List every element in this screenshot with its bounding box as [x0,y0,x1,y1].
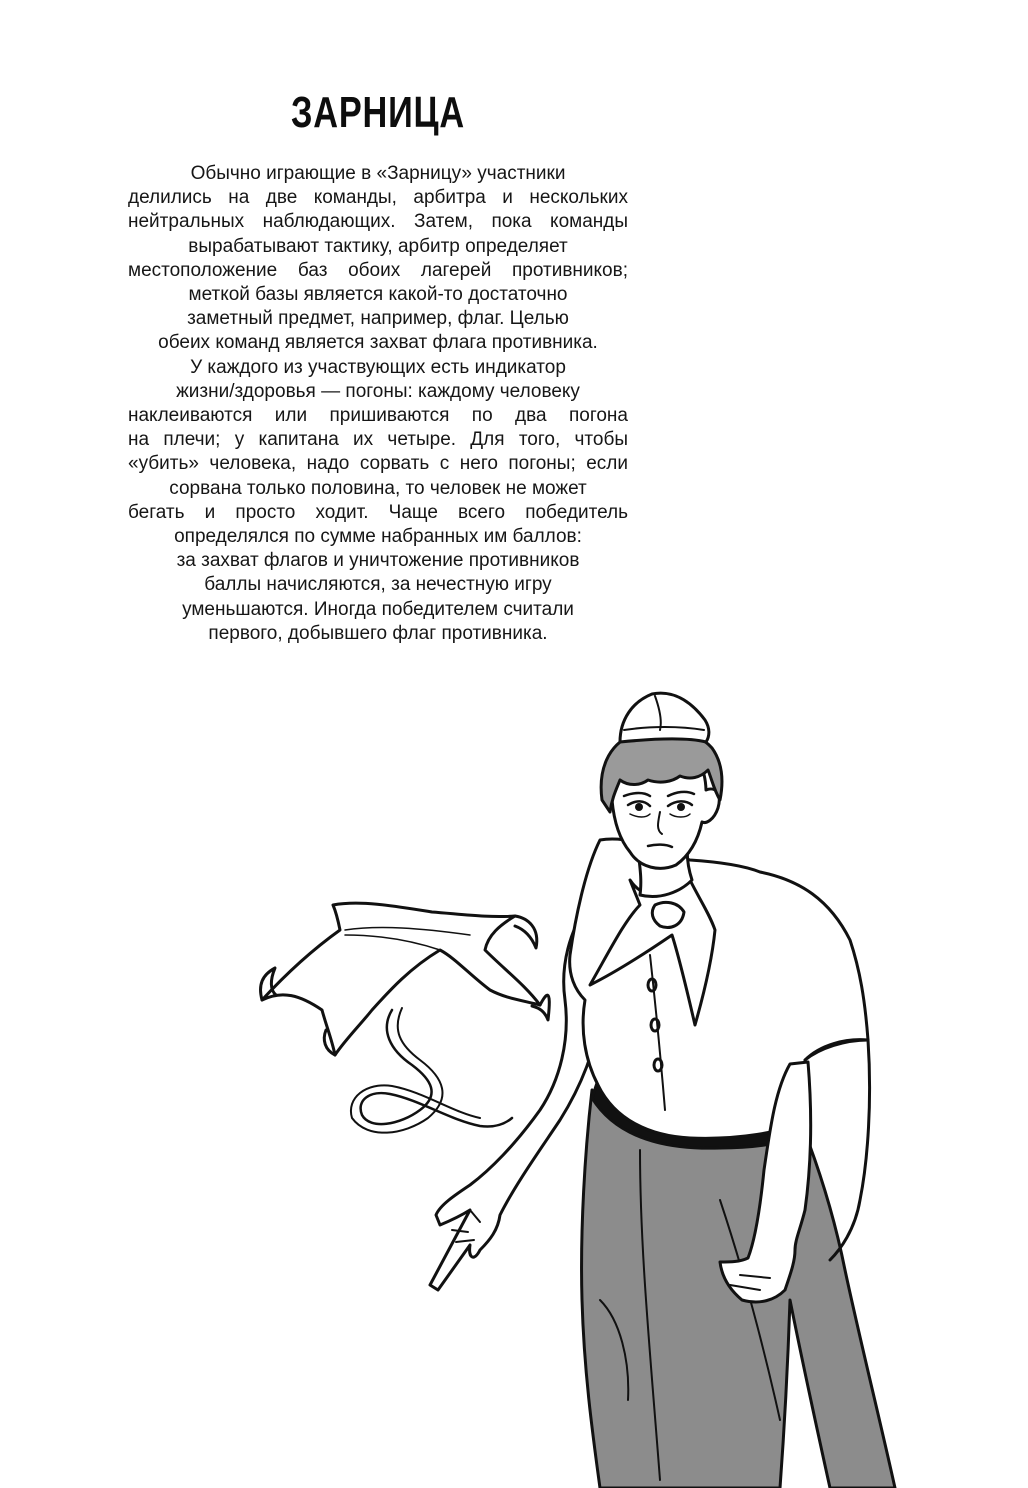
text-line: бегать и просто ходит. Чаще всего победитель [128,501,628,523]
text-line: делились на две команды, арбитра и нескольких [128,187,628,209]
text-line: заметный предмет, например, флаг. Целью [187,308,569,330]
text-line: Обычно играющие в «Зарницу» участники [190,163,566,184]
text-line: уменьшаются. Иногда победителем считали [182,598,574,620]
text-line: вырабатывают тактику, арбитр определяет [188,235,568,257]
text-line: сорвана только половина, то человек не может [169,477,587,499]
page-title: ЗАРНИЦА [291,88,465,137]
text-line: баллы начисляются, за нечестную игру [204,574,552,596]
pupil [679,805,684,810]
text-line: жизни/здоровья — погоны: каждому человеку [176,380,580,402]
text-line: нейтральных наблюдающих. Затем, пока команды [128,211,628,233]
creature-body [262,903,540,1055]
shirt [570,839,868,1138]
text-line: наклеиваются или пришиваются по два погона [128,405,628,427]
pupil [637,805,642,810]
text-line: за захват флагов и уничтожение противников [176,550,580,572]
text-line: меткой базы является какой-то достаточно [188,284,568,306]
creature-claw [515,916,537,948]
text-line: обеих команд является захват флага противника. [158,332,598,354]
text-line: на плечи; у капитана их четыре. Для того, чтобы [128,429,628,451]
text-line: определялся по сумме набранных им баллов: [174,526,582,548]
neckerchief-knot [652,902,684,927]
pioneer-cap [620,693,709,742]
text-line: У каждого из участвующих есть индикатор [190,356,566,378]
text-line: первого, добывшего флаг противника. [208,622,548,644]
star-creature [261,903,550,1133]
text-line: «убить» человека, надо сорвать с него погоны; если [128,453,628,475]
text-line: местоположение баз обоих лагерей противников; [128,259,628,281]
body-text [128,162,628,646]
pioneer-illustration [0,660,1028,1488]
pioneer-boy [430,693,895,1488]
